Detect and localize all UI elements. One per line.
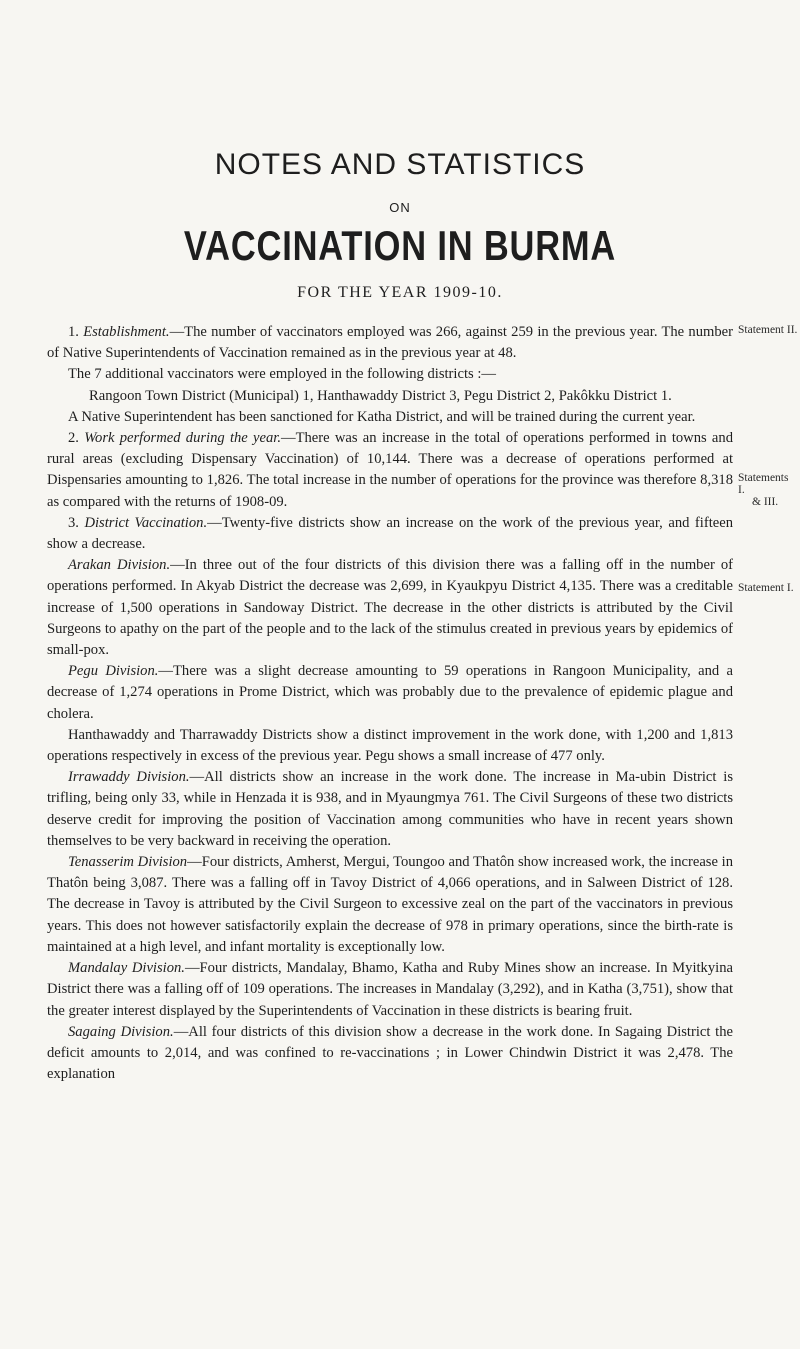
section-number: 2. [68,430,85,447]
paragraph-establishment [47,322,733,364]
paragraph: Rangoon Town District (Municipal) 1, Hanthawaddy District 3, Pegu District 2, Pakôkku District 1. [89,387,672,404]
paragraph-pegu [47,661,733,725]
paragraph: Hanthawaddy and Tharrawaddy Districts show a distinct improvement in the work done, with 1,200 and 1,813 operations respectively in excess of the previous year. Pegu shows a small increase of 477 only. [47,726,733,765]
division-heading-sagaing: Sagaing Division. [68,1023,174,1040]
section-text: —There was an increase in the total of operations performed in towns and rural areas (excluding Dispensary Vaccination) of 10,144. There was a decrease of operations performed at Dispensaries amounting to 1,826. The total increase in the number of operations for the province was therefore 8,318 as compared with the returns of 1908-09. [47,430,734,510]
margin-note-statement-1: Statement I. [738,582,794,594]
division-text: —There was a slight decrease amounting to 59 operations in Rangoon Municipality, and a decrease of 1,274 operations in Prome District, which was probably due to the prevalence of epidemic plague and cholera. [47,663,733,722]
division-text: —In three out of the four districts of this division there was a falling off in the number of operations performed. In Akyab District the decrease was 2,699, in Kyaukpyu District 4,135. There was a creditable increase of 1,500 operations in Sandoway District. The decrease in the other districts is attributed by the Civil Surgeons to apathy on the part of the people and to the lack of the stimulus created in previous years by epidemics of small-pox. [47,557,733,659]
section-number: 3. [68,514,85,531]
paragraph-tenasserim [47,852,733,958]
division-heading-arakan: Arakan Division. [68,557,171,574]
section-heading-establishment: Establishment. [83,324,170,340]
paragraph-mandalay [47,958,733,1022]
division-text: —All districts show an increase in the work done. The increase in Ma-ubin District is trifling, being only 33, while in Henzada it is 938, and in Myaungmya 761. The Civil Surgeons of these two districts deserve credit for improving the position of Vaccination among communities who have in recent years shown themselves to be very backward in receiving the operation. [47,769,733,849]
division-text: —All four districts of this division show a decrease in the work done. In Sagaing District the deficit amounts to 2,014, and was confined to re-vaccinations ; in Lower Chindwin District it was 2,478. The explanation [47,1023,733,1083]
section-number: 1. [68,324,84,340]
paragraph-sagaing [47,1022,733,1086]
margin-note-statements-line2: & III. [752,496,779,508]
section-heading-work-performed: Work performed during the year. [84,430,281,447]
title-connector: ON [389,200,411,215]
paragraph-irrawaddy [47,767,733,852]
margin-note-statement-2: Statement II. [738,324,798,336]
division-heading-pegu: Pegu Division. [68,663,159,680]
division-heading-irrawaddy: Irrawaddy Division. [68,769,190,786]
page-subject: VACCINATION IN BURMA [183,222,617,269]
division-text: —Four districts, Amherst, Mergui, Toungoo and Thatôn show increased work, the increase in Thatôn being 3,087. There was a falling off in Tavoy District of 4,066 operations, and in Salween District of 128. The decrease in Tavoy is attributed by the Civil Surgeon to excessive zeal on the part of the vaccinators in previous years. This does not however satisfactorily explain the decrease of 978 in primary operations, since the birth-rate is maintained at a high level, and infant mortality is exceptionally low. [47,854,733,955]
margin-note-statements-1-3 [738,472,798,508]
paragraph-district-vaccination [47,513,733,555]
section-heading-district-vaccination: District Vaccination. [84,514,208,531]
division-heading-tenasserim: Tenasserim Division [68,854,188,871]
paragraph-work-performed [47,428,733,513]
section-text: —The number of vaccinators employed was 266, against 259 in the previous year. The number of Native Superintendents of Vaccination remained as in the previous year at 48. [47,324,733,362]
section-text: —Twenty-five districts show an increase on the work of the previous year, and fifteen show a decrease. [47,514,733,553]
page-title: NOTES AND STATISTICS [214,148,586,181]
division-text: —Four districts, Mandalay, Bhamo, Katha and Ruby Mines show an increase. In Myitkyina District there was a falling off of 109 operations. The increases in Mandalay (3,292), and in Katha (3,751), show that the greater interest displayed by the Superintendents of Vaccination in these districts is bearing fruit. [47,960,733,1019]
paragraph: A Native Superintendent has been sanctioned for Katha District, and will be trained during the current year. [68,408,696,425]
paragraph-arakan [47,555,733,661]
body-text [47,322,733,1085]
paragraph: The 7 additional vaccinators were employed in the following districts :— [68,366,496,383]
page-year: FOR THE YEAR 1909-10. [297,284,503,301]
margin-note-statements-line1: Statements I. [738,472,789,496]
division-heading-mandalay: Mandalay Division. [68,960,185,977]
